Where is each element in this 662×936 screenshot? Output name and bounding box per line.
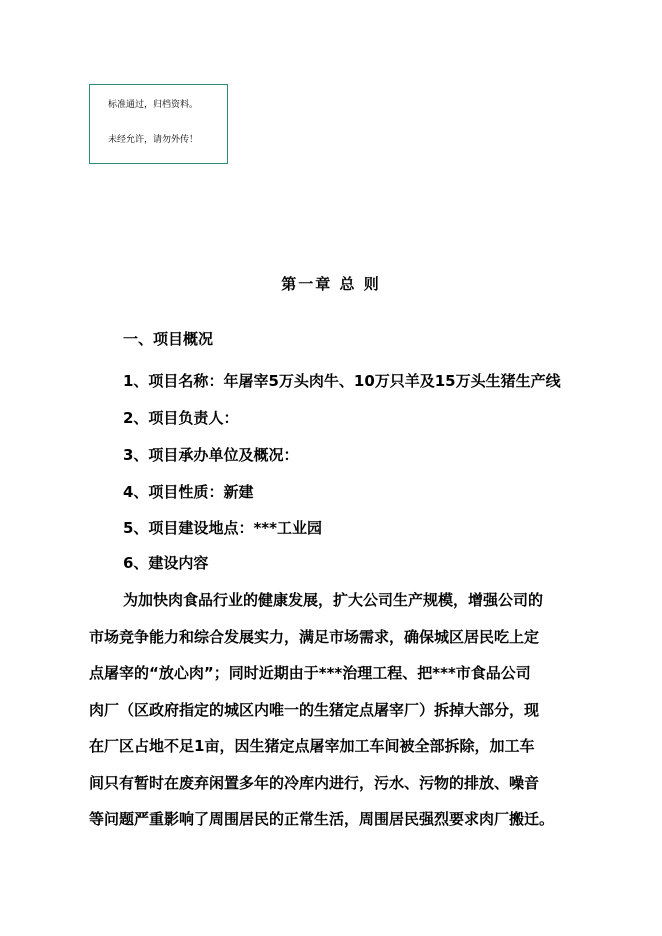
item-project-name: 1、项目名称：年屠宰5万头肉牛、10万只羊及15万头生猪生产线 <box>123 372 561 390</box>
paragraph-line: 点屠宰的“放心肉”；同时近期由于***治理工程、把***市食品公司 <box>89 664 531 682</box>
section-heading-overview: 一、项目概况 <box>123 330 214 348</box>
stamp-line-2: 未经允许，请勿外传！ <box>108 135 199 145</box>
item-construction-content: 6、建设内容 <box>123 554 209 572</box>
paragraph-line: 为加快肉食品行业的健康发展，扩大公司生产规模，增强公司的 <box>123 591 544 609</box>
chapter-title: 第一章 总 则 <box>281 275 381 293</box>
item-project-nature: 4、项目性质：新建 <box>123 483 254 501</box>
item-project-leader: 2、项目负责人： <box>123 409 239 427</box>
stamp-line-1: 标准通过，归档资料。 <box>108 100 199 110</box>
item-construction-site: 5、项目建设地点：***工业园 <box>123 519 322 537</box>
paragraph-line: 间只有暂时在废弃闲置多年的冷库内进行，污水、污物的排放、噪音 <box>89 774 540 792</box>
paragraph-line: 等问题严重影响了周围居民的正常生活，周围居民强烈要求肉厂搬迁。 <box>89 810 555 828</box>
paragraph-line: 肉厂（区政府指定的城区内唯一的生猪定点屠宰厂）拆掉大部分，现 <box>89 701 540 719</box>
approval-stamp-box <box>89 84 228 164</box>
paragraph-line: 在厂区占地不足1亩，因生猪定点屠宰加工车间被全部拆除，加工车 <box>89 737 535 755</box>
item-undertaking-unit: 3、项目承办单位及概况： <box>123 446 299 464</box>
paragraph-line: 市场竞争能力和综合发展实力，满足市场需求，确保城区居民吃上定 <box>89 628 540 646</box>
